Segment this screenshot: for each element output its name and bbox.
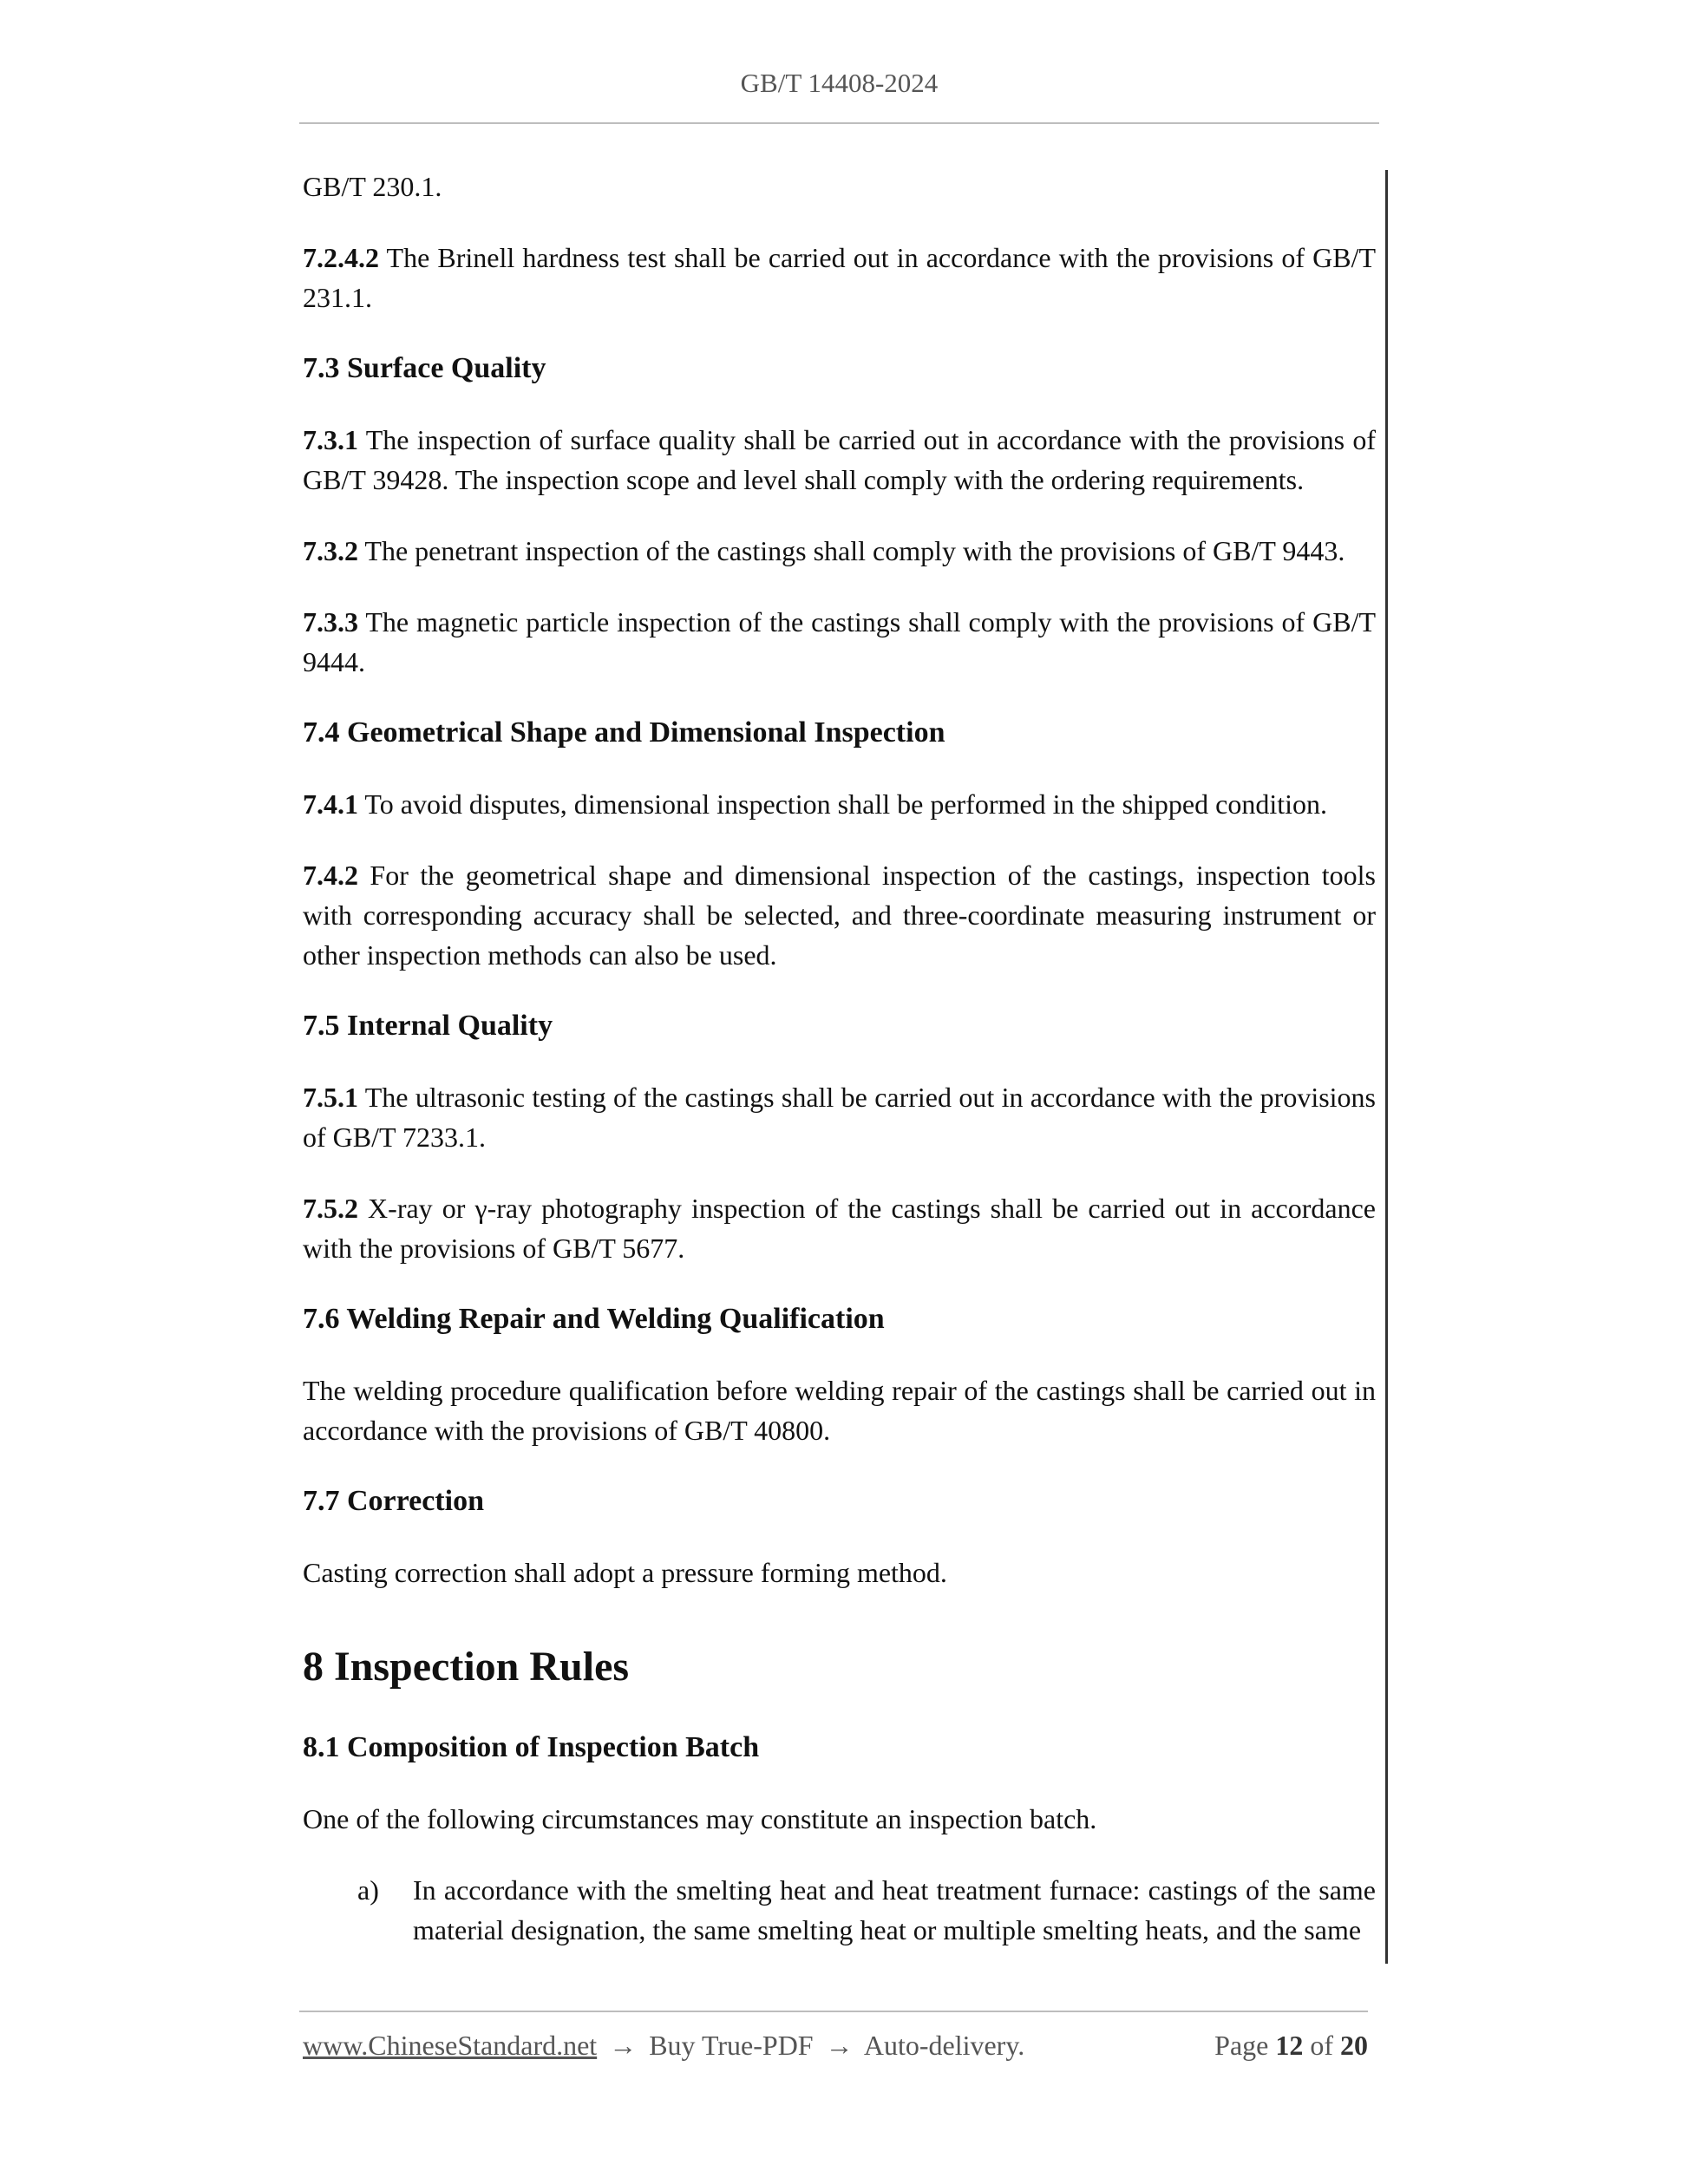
document-body — [303, 167, 1376, 1976]
clause-text: X-ray or γ-ray photography inspection of the castings shall be carried out in accordance with the provisions of GB/T 5677. — [303, 1193, 1376, 1264]
clause-number: 7.3.1 — [303, 424, 358, 455]
paragraph-7-6 — [303, 1370, 1376, 1450]
clause-7-4-1 — [303, 784, 1376, 824]
clause-7-3-2 — [303, 531, 1376, 571]
buy-pdf-text: Buy True-PDF — [649, 2030, 814, 2061]
section-heading-7-4: 7.4 Geometrical Shape and Dimensional Inspection — [303, 716, 945, 749]
clause-number: 7.3.2 — [303, 535, 358, 566]
clause-7-5-1 — [303, 1077, 1376, 1157]
clause-number: 7.5.1 — [303, 1082, 358, 1113]
clause-text: To avoid disputes, dimensional inspection shall be performed in the shipped condition. — [358, 788, 1327, 820]
current-page-number: 12 — [1275, 2030, 1304, 2061]
clause-7-4-2 — [303, 855, 1376, 975]
list-item-text: In accordance with the smelting heat and heat treatment furnace: castings of the same material designation, the same smelting heat or multiple smelting heats, and the same — [413, 1874, 1376, 1945]
change-bar — [1385, 170, 1388, 1964]
clause-7-3-1 — [303, 420, 1376, 500]
page-counter — [1214, 2030, 1368, 2062]
section-heading-7-5: 7.5 Internal Quality — [303, 1010, 553, 1042]
clause-text: The Brinell hardness test shall be carried out in accordance with the provisions of GB/T 231.1. — [303, 242, 1376, 313]
clause-7-2-4-2 — [303, 238, 1376, 317]
total-pages-number: 20 — [1340, 2030, 1368, 2061]
paragraph-8-1 — [303, 1799, 1376, 1839]
page-label: Page — [1214, 2030, 1269, 2061]
clause-number: 7.2.4.2 — [303, 242, 379, 273]
page-footer — [303, 2030, 1368, 2062]
clause-text: The magnetic particle inspection of the castings shall comply with the provisions of GB/T 9444. — [303, 606, 1376, 677]
clause-number: 7.4.2 — [303, 860, 358, 891]
section-heading-7-6: 7.6 Welding Repair and Welding Qualification — [303, 1303, 885, 1335]
clause-text: For the geometrical shape and dimensional inspection of the castings, inspection tools with corresponding accuracy shall be selected, and three-coordinate measuring instrument or other inspection methods can also be used. — [303, 860, 1376, 971]
paragraph — [303, 167, 1376, 206]
paragraph-text: GB/T 230.1. — [303, 171, 442, 202]
paragraph-text: Casting correction shall adopt a pressure forming method. — [303, 1557, 947, 1588]
section-heading-8-1: 8.1 Composition of Inspection Batch — [303, 1731, 760, 1763]
website-link[interactable]: www.ChineseStandard.net — [303, 2030, 598, 2061]
header-divider — [299, 122, 1379, 124]
of-label: of — [1310, 2030, 1333, 2061]
auto-delivery-text: Auto-delivery. — [863, 2030, 1025, 2061]
clause-number: 7.5.2 — [303, 1193, 358, 1224]
clause-text: The penetrant inspection of the castings shall comply with the provisions of GB/T 9443. — [358, 535, 1345, 566]
clause-text: The ultrasonic testing of the castings shall be carried out in accordance with the provisions of GB/T 7233.1. — [303, 1082, 1376, 1153]
clause-number: 7.4.1 — [303, 788, 358, 820]
footer-left — [303, 2030, 1024, 2062]
clause-number: 7.3.3 — [303, 606, 358, 638]
paragraph-7-7 — [303, 1553, 1376, 1592]
clause-7-3-3 — [303, 602, 1376, 682]
list-marker: a) — [357, 1874, 379, 1906]
section-heading-7-3: 7.3 Surface Quality — [303, 352, 546, 384]
section-heading-7-7: 7.7 Correction — [303, 1485, 484, 1517]
list-item — [303, 1870, 1376, 1950]
page-header: GB/T 14408-2024 — [740, 68, 939, 98]
paragraph-text: The welding procedure qualification before welding repair of the castings shall be carried out in accordance with the provisions of GB/T 40800. — [303, 1375, 1376, 1446]
arrow-right-icon: → — [609, 2030, 638, 2061]
clause-text: The inspection of surface quality shall be carried out in accordance with the provisions of GB/T 39428. The inspection scope and level shall comply with the ordering requirements. — [303, 424, 1376, 495]
arrow-right-icon: → — [825, 2030, 854, 2061]
footer-divider — [299, 2011, 1368, 2012]
clause-7-5-2 — [303, 1188, 1376, 1268]
chapter-heading-8: 8 Inspection Rules — [303, 1644, 630, 1690]
paragraph-text: One of the following circumstances may constitute an inspection batch. — [303, 1803, 1097, 1834]
